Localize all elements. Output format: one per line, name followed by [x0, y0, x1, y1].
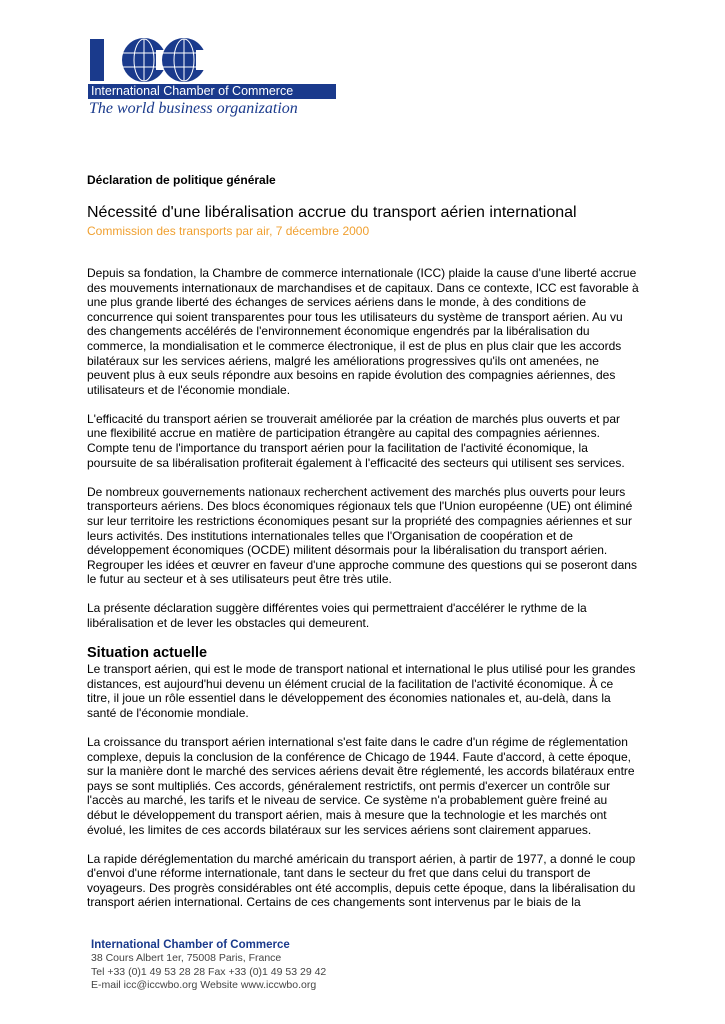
document-title: Nécessité d'une libéralisation accrue du transport aérien international	[87, 204, 577, 221]
document-subtitle: Commission des transports par air, 7 décembre 2000	[87, 224, 370, 238]
icc-globe-logo-icon	[88, 36, 336, 84]
document-type-label: Déclaration de politique générale	[87, 173, 276, 187]
svg-text:ICC: ICC	[218, 65, 222, 67]
footer-org-name: International Chamber of Commerce	[91, 939, 290, 951]
paragraph: Depuis sa fondation, la Chambre de commerce internationale (ICC) plaide la cause d'une liberté accrue des mouvements internationaux de marchandises et de capitaux. Dans ce contexte, ICC est favorable à une plus grande liberté des échanges de services aériens dans le monde, à des conditions de concurrence qui soient transparentes pour tous les utilisateurs du système de transport aérien. Au vu des changements accélérés de l'environnement économique engendrés par la libéralisation du commerce, la mondialisation et le commerce électronique, il est de plus en plus clair que les accords bilatéraux sur les services aériens, malgré les améliorations progressives qu'ils ont amenées, ne peuvent plus à eux seuls répondre aux besoins en rapide évolution des compagnies aériennes, des utilisateurs et de l'économie mondiale.	[87, 266, 639, 397]
paragraph: L'efficacité du transport aérien se trouverait améliorée par la création de marchés plus ouverts et par une flexibilité accrue en matière de participation étrangère au capital des compagnies aériennes. Compte tenu de l'importance du transport aérien pour la facilitation de l'activité économique, la poursuite de sa libéralisation profiterait également à l'efficacité des secteurs qui utilisent ses services.	[87, 411, 625, 470]
org-name-band: International Chamber of Commerce	[88, 84, 336, 99]
page-footer	[91, 938, 411, 993]
footer-address: 38 Cours Albert 1er, 75008 Paris, France	[91, 952, 282, 964]
paragraph: La présente déclaration suggère différentes voies qui permettraient d'accélérer le rythme de la libéralisation et de lever les obstacles qui demeurent.	[87, 601, 587, 630]
footer-email-web: E-mail icc@iccwbo.org Website www.iccwbo.org	[91, 979, 317, 991]
paragraph: Le transport aérien, qui est le mode de transport national et international le plus utilisé pour les grandes distances, est aujourd'hui devenu un élément crucial de la facilitation de l'activité économique. À ce titre, il joue un rôle essentiel dans le développement des économies nationales et, au-delà, dans la santé de l'économie mondiale.	[87, 662, 636, 720]
section-heading: Situation actuelle	[87, 645, 208, 662]
paragraph: La rapide déréglementation du marché américain du transport aérien, à partir de 1977, a donné le coup d'envoi d'une réforme internationale, tant dans le secteur du fret que dans celui du transport de voyageurs. Des progrès considérables ont été accomplis, depuis cette époque, dans la libéralisation du transport aérien international. Certains de ces changements sont intervenus par le biais de la	[87, 851, 636, 910]
paragraph: De nombreux gouvernements nationaux recherchent activement des marchés plus ouverts pour leurs transporteurs aériens. Des blocs économiques régionaux tels que l'Union européenne (UE) ont éliminé sur leur territoire les restrictions économiques pesant sur la propriété des compagnies aériennes et sur leurs activités. Des institutions internationales telles que l'Organisation de coopération et de développement économiques (OCDE) militent désormais pour la libéralisation du transport aérien. Regrouper les idées et œuvrer en faveur d'une approche commune des questions qui se poseront dans le futur au secteur et à ses utilisateurs peut être très utile.	[87, 484, 637, 587]
org-tagline: The world business organization	[89, 100, 298, 117]
footer-phone-fax: Tel +33 (0)1 49 53 28 28 Fax +33 (0)1 49 53 29 42	[91, 965, 327, 978]
icc-logo	[88, 36, 336, 117]
document-body	[87, 266, 639, 924]
paragraph: La croissance du transport aérien international s'est faite dans le cadre d'un régime de réglementation complexe, depuis la conclusion de la conférence de Chicago de 1944. Faute d'accord, à cette époque, sur la manière dont le marché des services aériens devait être réglementé, les accords bilatéraux entre pays se sont multipliés. Ces accords, généralement restrictifs, ont permis d'exercer un contrôle sur l'accès au marché, les tarifs et le niveau de service. Ce système n'a probablement guère freiné au début le développement du transport aérien, mais à mesure que la technologie et les marchés ont évolué, les limites de ces accords bilatéraux sur les services aériens sont clairement apparues.	[87, 734, 635, 837]
